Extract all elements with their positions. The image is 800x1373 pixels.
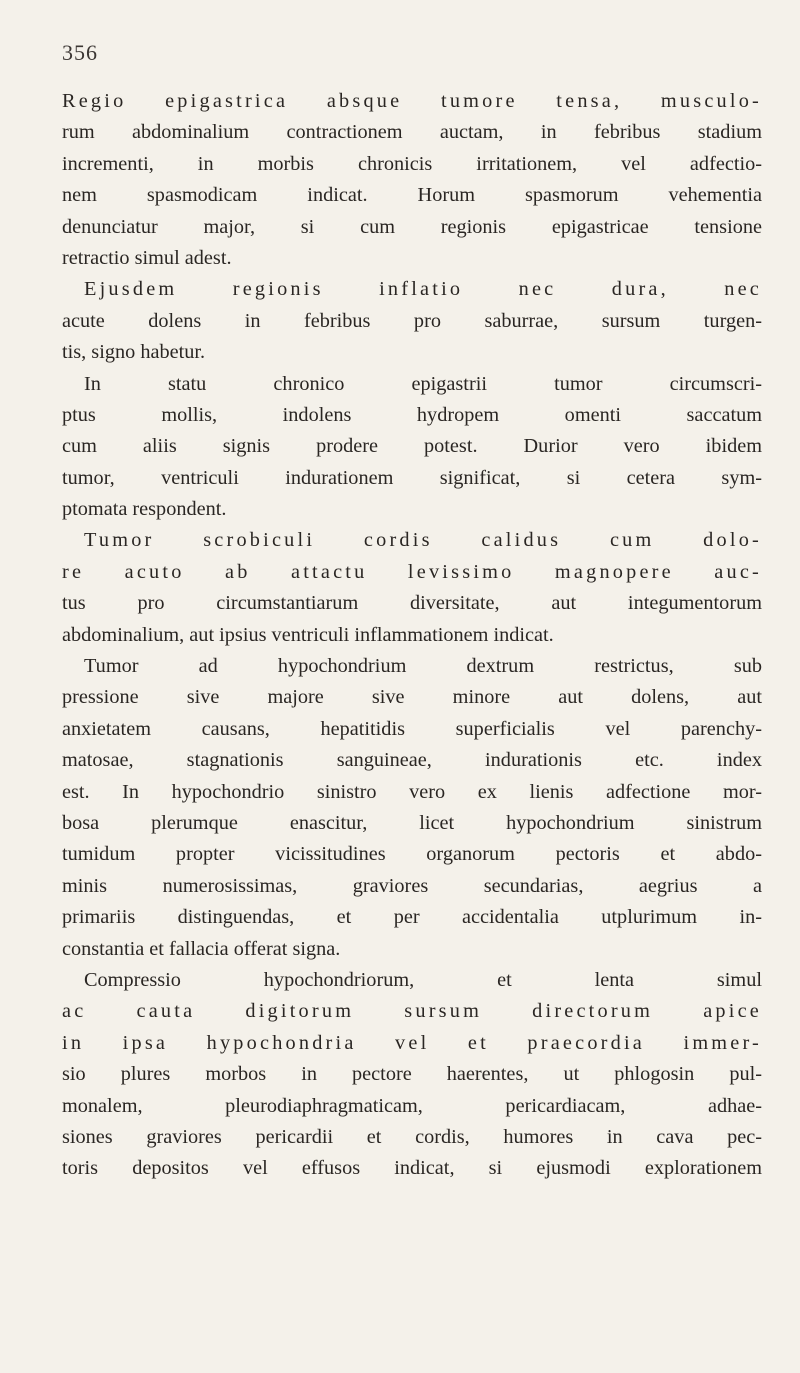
text-line: anxietatem causans, hepatitidis superficialis vel parenchy- [62,717,762,740]
text-line: toris depositos vel effusos indicat, si ejusmodi explorationem [62,1157,762,1180]
text-line: minis numerosissimas, graviores secundarias, aegrius a [62,874,762,897]
text-line: primariis distinguendas, et per accidentalia utplurimum in- [62,906,762,929]
text-line: matosae, stagnationis sanguineae, indurationis etc. index [62,749,762,772]
body-text [62,86,762,1185]
text-line: tis, signo habetur. [62,341,206,364]
text-line: retractio simul adest. [62,246,232,269]
text-line: Compressio hypochondriorum, et lenta simul [84,968,762,991]
text-line: Regio epigastrica absque tumore tensa, musculo- [62,90,762,112]
text-line: in ipsa hypochondria vel et praecordia immer- [62,1031,762,1054]
text-line: nem spasmodicam indicat. Horum spasmorum vehementia [62,184,762,207]
text-line: Tumor scrobiculi cordis calidus cum dolo- [84,529,762,552]
text-line: acute dolens in febribus pro saburrae, sursum turgen- [62,309,762,332]
text-line: incrementi, in morbis chronicis irritationem, vel adfectio- [62,152,762,175]
text-line: est. In hypochondrio sinistro vero ex lienis adfectione mor- [62,780,762,803]
text-line: ptus mollis, indolens hydropem omenti saccatum [62,403,762,426]
text-line: monalem, pleurodiaphragmaticam, pericardiacam, adhae- [62,1094,762,1117]
text-line: siones graviores pericardii et cordis, humores in cava pec- [62,1125,762,1148]
text-line: ac cauta digitorum sursum directorum apice [62,1000,762,1023]
text-line: tumidum propter vicissitudines organorum pectoris et abdo- [62,843,762,866]
text-line: abdominalium, aut ipsius ventriculi inflammationem indicat. [62,623,554,646]
text-line: ptomata respondent. [62,498,227,521]
text-line: tus pro circumstantiarum diversitate, aut integumentorum [62,592,762,615]
text-line: pressione sive majore sive minore aut dolens, aut [62,686,762,709]
text-line: denunciatur major, si cum regionis epigastricae tensione [62,215,762,238]
text-line: Ejusdem regionis inflatio nec dura, nec [84,278,762,301]
text-line: sio plures morbos in pectore haerentes, ut phlogosin pul- [62,1063,762,1086]
text-line: re acuto ab attactu levissimo magnopere auc- [62,560,762,583]
text-line: rum abdominalium contractionem auctam, in febribus stadium [62,121,762,144]
page-number: 356 [62,40,98,65]
text-line: In statu chronico epigastrii tumor circumscri- [84,372,762,395]
text-line: bosa plerumque enascitur, licet hypochondrium sinistrum [62,811,762,834]
text-line: tumor, ventriculi indurationem significat, si cetera sym- [62,466,762,489]
text-line: Tumor ad hypochondrium dextrum restrictus, sub [84,655,762,678]
text-line: cum aliis signis prodere potest. Durior vero ibidem [62,435,762,458]
text-line: constantia et fallacia offerat signa. [62,937,341,960]
